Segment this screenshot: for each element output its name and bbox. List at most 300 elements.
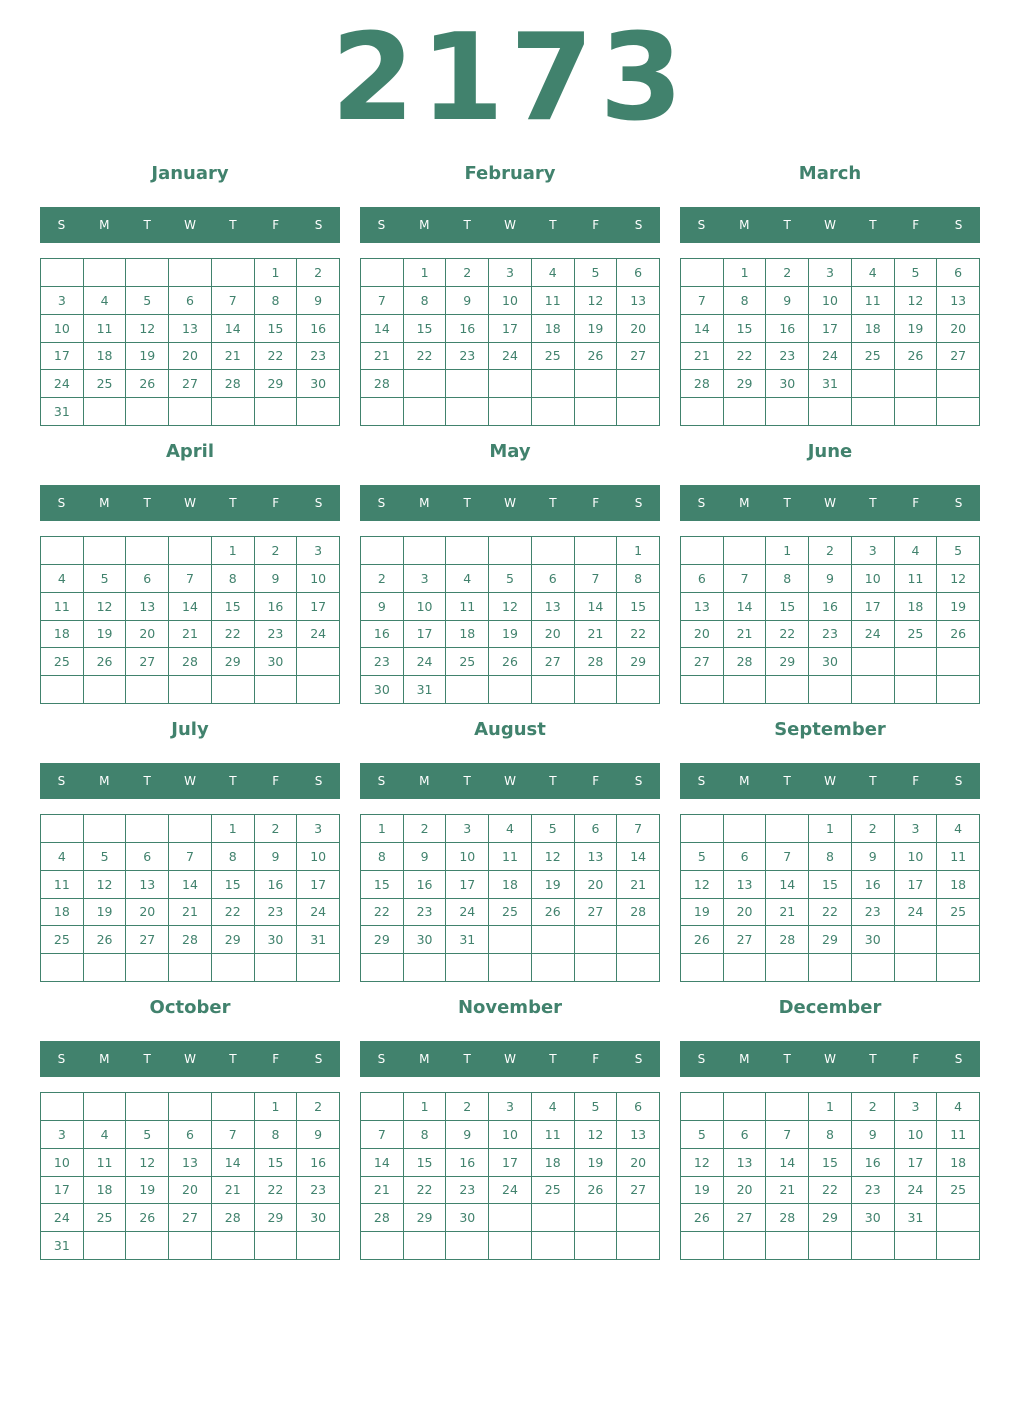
day-cell: 19	[532, 871, 575, 899]
day-cell: 20	[575, 871, 618, 899]
day-cell: 20	[532, 621, 575, 649]
day-cell: 19	[681, 1177, 724, 1205]
weekday-label: T	[869, 774, 877, 788]
day-cell: 15	[809, 1149, 852, 1177]
empty-cell	[126, 259, 169, 287]
day-cell: 11	[532, 1121, 575, 1149]
weekday-label: T	[783, 774, 791, 788]
empty-cell	[361, 1093, 404, 1121]
day-cell: 1	[361, 815, 404, 843]
empty-cell	[617, 954, 660, 982]
day-cell: 15	[212, 593, 255, 621]
day-cell: 1	[724, 259, 767, 287]
empty-cell	[212, 676, 255, 704]
empty-cell	[446, 954, 489, 982]
day-cell: 13	[169, 1149, 212, 1177]
empty-cell	[532, 537, 575, 565]
empty-cell	[766, 676, 809, 704]
empty-cell	[361, 398, 404, 426]
weekday-label: M	[419, 1052, 430, 1066]
day-cell: 25	[852, 343, 895, 371]
weekday-label: M	[739, 1052, 750, 1066]
day-grid	[40, 258, 340, 426]
day-cell: 18	[41, 621, 84, 649]
day-cell: 30	[766, 370, 809, 398]
day-cell: 5	[489, 565, 532, 593]
day-grid	[680, 536, 980, 704]
day-cell: 14	[617, 843, 660, 871]
day-cell: 11	[84, 315, 127, 343]
day-cell: 23	[255, 899, 298, 927]
day-cell: 10	[852, 565, 895, 593]
weekday-label: F	[272, 496, 280, 510]
empty-cell	[169, 815, 212, 843]
empty-cell	[126, 398, 169, 426]
day-cell: 25	[895, 621, 938, 649]
day-cell: 31	[446, 926, 489, 954]
empty-cell	[724, 398, 767, 426]
day-cell: 24	[446, 899, 489, 927]
day-cell: 13	[169, 315, 212, 343]
empty-cell	[446, 370, 489, 398]
day-cell: 1	[255, 259, 298, 287]
weekday-label: T	[869, 496, 877, 510]
year-title: 2173	[331, 9, 689, 148]
day-cell: 9	[255, 843, 298, 871]
weekday-label: S	[57, 218, 66, 232]
empty-cell	[489, 1204, 532, 1232]
empty-cell	[681, 1232, 724, 1260]
weekday-label: S	[697, 1052, 706, 1066]
day-cell: 28	[766, 926, 809, 954]
weekday-label: T	[229, 218, 237, 232]
day-cell: 9	[446, 1121, 489, 1149]
day-cell: 17	[895, 1149, 938, 1177]
day-cell: 19	[126, 1177, 169, 1205]
empty-cell	[41, 676, 84, 704]
day-cell: 9	[766, 287, 809, 315]
day-cell: 8	[404, 287, 447, 315]
day-cell: 22	[766, 621, 809, 649]
day-cell: 31	[41, 398, 84, 426]
day-cell: 29	[766, 648, 809, 676]
empty-cell	[681, 954, 724, 982]
day-cell: 23	[809, 621, 852, 649]
day-cell: 8	[255, 1121, 298, 1149]
empty-cell	[724, 954, 767, 982]
empty-cell	[84, 1232, 127, 1260]
day-cell: 14	[766, 871, 809, 899]
weekday-label: S	[314, 218, 323, 232]
day-cell: 30	[361, 676, 404, 704]
day-cell: 19	[84, 899, 127, 927]
empty-cell	[84, 815, 127, 843]
day-cell: 6	[126, 565, 169, 593]
weekday-label: S	[634, 218, 643, 232]
empty-cell	[404, 954, 447, 982]
day-cell: 12	[489, 593, 532, 621]
day-cell: 21	[575, 621, 618, 649]
day-cell: 1	[617, 537, 660, 565]
day-cell: 31	[404, 676, 447, 704]
empty-cell	[255, 398, 298, 426]
day-cell: 14	[575, 593, 618, 621]
empty-cell	[895, 398, 938, 426]
day-cell: 13	[937, 287, 980, 315]
weekday-header	[360, 763, 660, 799]
day-cell: 1	[212, 537, 255, 565]
day-cell: 11	[937, 843, 980, 871]
month-name: August	[474, 719, 546, 740]
day-grid	[360, 536, 660, 704]
day-cell: 9	[852, 1121, 895, 1149]
weekday-label: M	[419, 218, 430, 232]
day-cell: 21	[617, 871, 660, 899]
weekday-label: S	[697, 496, 706, 510]
weekday-label: M	[739, 218, 750, 232]
weekday-label: F	[592, 496, 600, 510]
empty-cell	[724, 815, 767, 843]
empty-cell	[41, 954, 84, 982]
day-cell: 8	[766, 565, 809, 593]
month-name: April	[165, 441, 215, 462]
day-cell: 16	[361, 621, 404, 649]
weekday-label: W	[184, 774, 196, 788]
empty-cell	[84, 537, 127, 565]
day-cell: 16	[852, 871, 895, 899]
empty-cell	[532, 954, 575, 982]
weekday-label: W	[824, 218, 836, 232]
empty-cell	[617, 398, 660, 426]
day-cell: 30	[297, 1204, 340, 1232]
day-cell: 24	[41, 1204, 84, 1232]
empty-cell	[895, 370, 938, 398]
day-cell: 8	[404, 1121, 447, 1149]
empty-cell	[126, 815, 169, 843]
day-cell: 18	[852, 315, 895, 343]
day-cell: 9	[361, 593, 404, 621]
day-cell: 6	[126, 843, 169, 871]
day-cell: 30	[809, 648, 852, 676]
weekday-label: F	[912, 218, 920, 232]
day-cell: 5	[575, 259, 618, 287]
day-cell: 3	[297, 815, 340, 843]
empty-cell	[617, 1232, 660, 1260]
empty-cell	[404, 537, 447, 565]
day-cell: 14	[681, 315, 724, 343]
day-cell: 12	[575, 1121, 618, 1149]
weekday-label: T	[549, 1052, 557, 1066]
weekday-label: T	[549, 774, 557, 788]
empty-cell	[937, 1204, 980, 1232]
day-cell: 2	[809, 537, 852, 565]
weekday-label: T	[143, 496, 151, 510]
day-cell: 25	[937, 899, 980, 927]
day-cell: 12	[126, 1149, 169, 1177]
day-cell: 26	[126, 370, 169, 398]
day-cell: 3	[852, 537, 895, 565]
day-cell: 3	[446, 815, 489, 843]
day-cell: 24	[852, 621, 895, 649]
day-cell: 27	[617, 343, 660, 371]
empty-cell	[852, 398, 895, 426]
day-cell: 14	[766, 1149, 809, 1177]
day-cell: 22	[617, 621, 660, 649]
empty-cell	[809, 1232, 852, 1260]
day-cell: 28	[361, 370, 404, 398]
day-cell: 13	[617, 287, 660, 315]
empty-cell	[361, 1232, 404, 1260]
weekday-label: F	[592, 218, 600, 232]
empty-cell	[84, 259, 127, 287]
day-cell: 24	[489, 1177, 532, 1205]
empty-cell	[489, 954, 532, 982]
day-cell: 6	[575, 815, 618, 843]
day-cell: 10	[41, 1149, 84, 1177]
empty-cell	[575, 1232, 618, 1260]
day-cell: 20	[617, 1149, 660, 1177]
empty-cell	[681, 259, 724, 287]
day-grid	[680, 814, 980, 982]
empty-cell	[255, 676, 298, 704]
day-cell: 7	[169, 565, 212, 593]
day-cell: 7	[766, 1121, 809, 1149]
day-cell: 30	[404, 926, 447, 954]
day-cell: 3	[41, 1121, 84, 1149]
day-cell: 11	[41, 593, 84, 621]
day-cell: 4	[532, 1093, 575, 1121]
weekday-label: T	[463, 496, 471, 510]
empty-cell	[489, 398, 532, 426]
day-cell: 14	[169, 593, 212, 621]
day-cell: 19	[126, 343, 169, 371]
weekday-label: S	[57, 1052, 66, 1066]
day-cell: 20	[169, 1177, 212, 1205]
empty-cell	[255, 1232, 298, 1260]
empty-cell	[575, 537, 618, 565]
day-cell: 28	[575, 648, 618, 676]
day-cell: 23	[404, 899, 447, 927]
day-cell: 14	[361, 1149, 404, 1177]
weekday-label: S	[954, 1052, 963, 1066]
day-cell: 23	[852, 1177, 895, 1205]
month-name: October	[149, 997, 231, 1018]
weekday-label: F	[592, 1052, 600, 1066]
day-cell: 11	[84, 1149, 127, 1177]
day-cell: 17	[404, 621, 447, 649]
day-cell: 27	[126, 648, 169, 676]
empty-cell	[766, 815, 809, 843]
day-cell: 1	[809, 815, 852, 843]
day-cell: 1	[404, 1093, 447, 1121]
day-cell: 24	[895, 899, 938, 927]
day-cell: 18	[895, 593, 938, 621]
empty-cell	[41, 259, 84, 287]
day-cell: 13	[126, 871, 169, 899]
day-cell: 19	[575, 315, 618, 343]
weekday-header	[40, 485, 340, 521]
day-cell: 22	[212, 621, 255, 649]
empty-cell	[895, 676, 938, 704]
empty-cell	[361, 954, 404, 982]
month-name: May	[489, 441, 531, 462]
weekday-label: S	[634, 1052, 643, 1066]
empty-cell	[169, 537, 212, 565]
day-cell: 21	[724, 621, 767, 649]
empty-cell	[681, 676, 724, 704]
day-cell: 22	[361, 899, 404, 927]
day-cell: 13	[681, 593, 724, 621]
day-cell: 4	[41, 843, 84, 871]
day-cell: 5	[937, 537, 980, 565]
empty-cell	[84, 676, 127, 704]
day-cell: 4	[895, 537, 938, 565]
empty-cell	[766, 398, 809, 426]
empty-cell	[681, 537, 724, 565]
empty-cell	[489, 370, 532, 398]
empty-cell	[532, 676, 575, 704]
empty-cell	[937, 1232, 980, 1260]
day-cell: 19	[575, 1149, 618, 1177]
day-cell: 31	[41, 1232, 84, 1260]
day-grid	[360, 1092, 660, 1260]
weekday-label: W	[184, 496, 196, 510]
weekday-label: S	[697, 218, 706, 232]
day-cell: 4	[489, 815, 532, 843]
day-cell: 8	[255, 287, 298, 315]
day-cell: 25	[41, 926, 84, 954]
day-cell: 18	[532, 1149, 575, 1177]
day-grid	[360, 258, 660, 426]
empty-cell	[84, 398, 127, 426]
day-cell: 16	[446, 315, 489, 343]
day-cell: 12	[681, 1149, 724, 1177]
weekday-label: T	[229, 1052, 237, 1066]
day-cell: 18	[532, 315, 575, 343]
weekday-label: S	[377, 218, 386, 232]
weekday-label: F	[272, 218, 280, 232]
day-cell: 21	[766, 899, 809, 927]
empty-cell	[489, 1232, 532, 1260]
empty-cell	[575, 954, 618, 982]
day-cell: 25	[446, 648, 489, 676]
day-cell: 27	[724, 1204, 767, 1232]
day-cell: 27	[532, 648, 575, 676]
empty-cell	[446, 537, 489, 565]
day-cell: 16	[255, 871, 298, 899]
day-cell: 26	[489, 648, 532, 676]
empty-cell	[489, 676, 532, 704]
empty-cell	[937, 648, 980, 676]
empty-cell	[895, 954, 938, 982]
day-cell: 11	[895, 565, 938, 593]
day-cell: 21	[361, 1177, 404, 1205]
empty-cell	[575, 926, 618, 954]
weekday-label: W	[824, 496, 836, 510]
day-cell: 4	[41, 565, 84, 593]
day-cell: 20	[617, 315, 660, 343]
weekday-label: M	[99, 774, 110, 788]
day-cell: 2	[766, 259, 809, 287]
day-grid	[680, 258, 980, 426]
day-cell: 2	[297, 259, 340, 287]
weekday-label: T	[783, 218, 791, 232]
day-cell: 24	[895, 1177, 938, 1205]
weekday-label: S	[954, 774, 963, 788]
day-cell: 2	[446, 1093, 489, 1121]
day-cell: 12	[681, 871, 724, 899]
day-cell: 12	[84, 871, 127, 899]
day-cell: 21	[212, 343, 255, 371]
month-name: July	[171, 719, 209, 740]
day-cell: 12	[575, 287, 618, 315]
day-cell: 10	[489, 1121, 532, 1149]
day-cell: 3	[489, 1093, 532, 1121]
day-cell: 28	[212, 1204, 255, 1232]
day-cell: 15	[404, 315, 447, 343]
day-cell: 3	[489, 259, 532, 287]
day-cell: 8	[809, 1121, 852, 1149]
empty-cell	[895, 926, 938, 954]
weekday-label: S	[634, 496, 643, 510]
day-cell: 17	[895, 871, 938, 899]
day-cell: 20	[169, 343, 212, 371]
day-cell: 16	[255, 593, 298, 621]
empty-cell	[404, 1232, 447, 1260]
day-cell: 11	[41, 871, 84, 899]
day-cell: 22	[404, 343, 447, 371]
day-cell: 25	[41, 648, 84, 676]
day-cell: 24	[297, 899, 340, 927]
empty-cell	[617, 676, 660, 704]
month-name: February	[464, 163, 556, 184]
weekday-label: F	[912, 1052, 920, 1066]
weekday-label: M	[99, 1052, 110, 1066]
day-cell: 4	[446, 565, 489, 593]
empty-cell	[41, 537, 84, 565]
day-cell: 15	[404, 1149, 447, 1177]
empty-cell	[212, 398, 255, 426]
weekday-label: S	[954, 218, 963, 232]
day-cell: 17	[297, 593, 340, 621]
day-cell: 9	[809, 565, 852, 593]
day-cell: 28	[617, 899, 660, 927]
day-cell: 5	[681, 1121, 724, 1149]
day-cell: 17	[41, 343, 84, 371]
empty-cell	[404, 370, 447, 398]
day-cell: 14	[724, 593, 767, 621]
empty-cell	[852, 1232, 895, 1260]
day-cell: 19	[489, 621, 532, 649]
day-cell: 12	[126, 315, 169, 343]
day-cell: 23	[297, 343, 340, 371]
day-cell: 22	[724, 343, 767, 371]
weekday-label: S	[314, 774, 323, 788]
day-cell: 20	[724, 899, 767, 927]
day-cell: 13	[126, 593, 169, 621]
day-cell: 22	[255, 1177, 298, 1205]
empty-cell	[212, 259, 255, 287]
day-cell: 2	[852, 815, 895, 843]
empty-cell	[766, 954, 809, 982]
day-cell: 17	[809, 315, 852, 343]
weekday-label: M	[419, 774, 430, 788]
day-cell: 7	[766, 843, 809, 871]
day-cell: 17	[446, 871, 489, 899]
day-cell: 14	[169, 871, 212, 899]
day-cell: 1	[212, 815, 255, 843]
empty-cell	[84, 954, 127, 982]
